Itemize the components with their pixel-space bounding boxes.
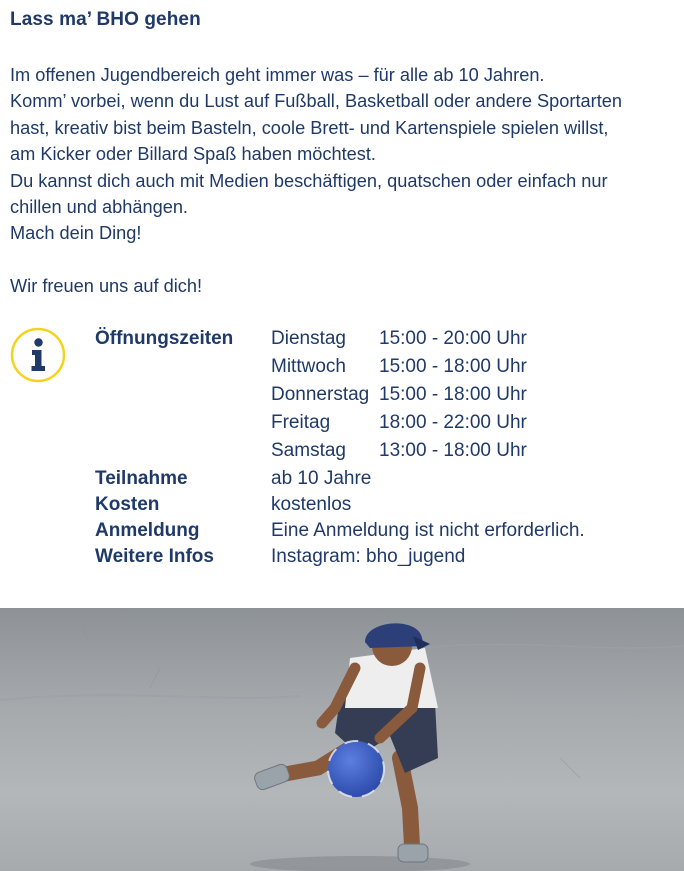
hours-label: Öffnungszeiten: [95, 328, 234, 349]
page-title: Lass ma’ BHO gehen: [10, 9, 201, 30]
detail-label: Weitere Infos: [95, 546, 214, 567]
detail-value: kostenlos: [271, 494, 352, 515]
intro-line: hast, kreativ bist beim Basteln, coole Brett- und Kartenspiele spielen willst,: [10, 117, 609, 138]
hours-time: 18:00 - 22:00 Uhr: [379, 412, 527, 433]
hours-time: 15:00 - 20:00 Uhr: [379, 328, 527, 349]
hours-time: 15:00 - 18:00 Uhr: [379, 356, 527, 377]
detail-label: Anmeldung: [95, 520, 200, 541]
hours-time: 15:00 - 18:00 Uhr: [379, 384, 527, 405]
detail-label: Kosten: [95, 494, 160, 515]
detail-value: Eine Anmeldung ist nicht erforderlich.: [271, 520, 585, 541]
hours-time: 13:00 - 18:00 Uhr: [379, 440, 527, 461]
intro-line: Mach dein Ding!: [10, 223, 142, 244]
intro-line: Komm’ vorbei, wenn du Lust auf Fußball, Basketball oder andere Sportarten: [10, 91, 622, 112]
photo-boy-with-ball: [0, 608, 684, 871]
hours-day: Dienstag: [271, 328, 346, 349]
hours-day: Mittwoch: [271, 356, 346, 377]
info-icon: [10, 327, 66, 383]
intro-line: Du kannst dich auch mit Medien beschäftigen, quatschen oder einfach nur: [10, 170, 608, 191]
hours-day: Samstag: [271, 440, 346, 461]
detail-value: ab 10 Jahre: [271, 468, 372, 489]
intro-line: chillen und abhängen.: [10, 197, 188, 218]
intro-text: [10, 62, 680, 300]
hours-day: Freitag: [271, 412, 331, 433]
detail-value: Instagram: bho_jugend: [271, 546, 466, 567]
detail-label: Teilnahme: [95, 468, 188, 489]
hours-day: Donnerstag: [271, 384, 370, 405]
intro-line: am Kicker oder Billard Spaß haben möchtest.: [10, 144, 376, 165]
closing-line: Wir freuen uns auf dich!: [10, 276, 203, 297]
intro-line: Im offenen Jugendbereich geht immer was – für alle ab 10 Jahren.: [10, 65, 545, 85]
